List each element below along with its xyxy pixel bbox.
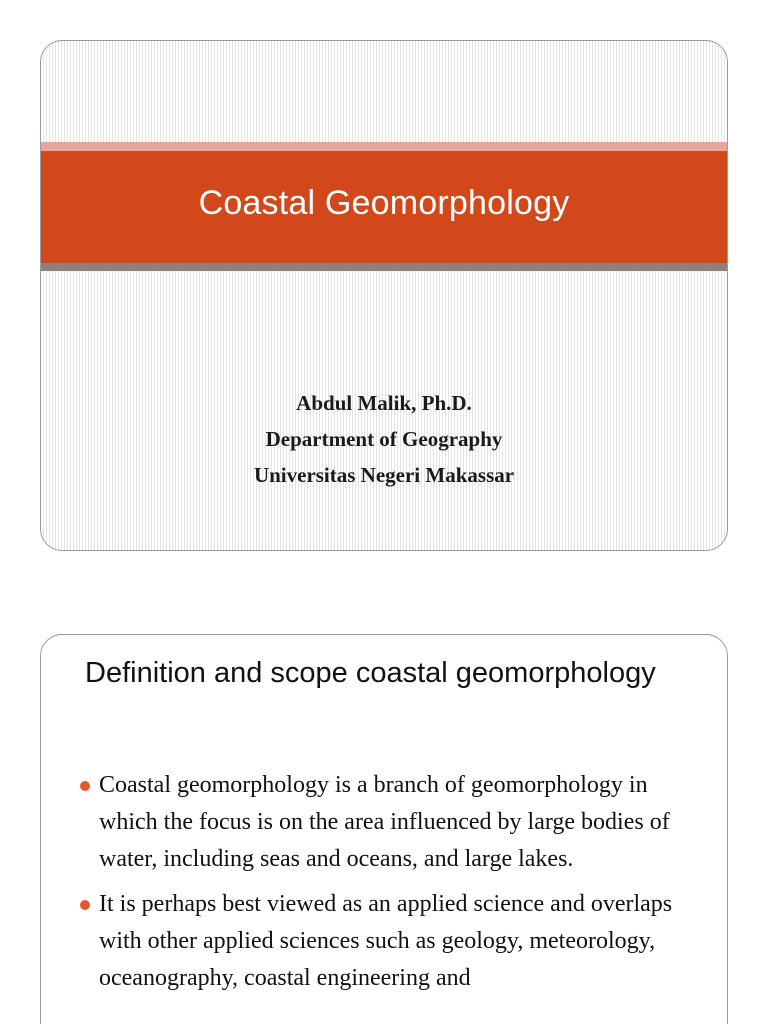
title-band-bottom-stripe — [41, 263, 727, 271]
author-block — [41, 385, 727, 493]
bullet-dot-icon — [80, 900, 90, 910]
bullet-item — [79, 886, 699, 997]
bullet-text: Coastal geomorphology is a branch of geomorphology in which the focus is on the area influenced by large bodies of water, including seas and oceans, and large lakes. — [99, 772, 670, 872]
definition-slide — [40, 634, 728, 1024]
department-name: Department of Geography — [265, 427, 503, 451]
bullet-item — [79, 767, 699, 878]
bullet-dot-icon — [80, 781, 90, 791]
university-name: Universitas Negeri Makassar — [253, 463, 515, 487]
slide-title: Coastal Geomorphology — [198, 183, 570, 222]
slide-heading: Definition and scope coastal geomorphology — [85, 657, 656, 689]
bullet-list — [79, 767, 699, 1005]
author-name: Abdul Malik, Ph.D. — [296, 391, 472, 415]
bullet-text: It is perhaps best viewed as an applied science and overlaps with other applied sciences such as geology, meteorology, oceanography, coastal engineering and — [99, 891, 673, 991]
title-band — [41, 151, 727, 263]
title-slide — [40, 40, 728, 551]
